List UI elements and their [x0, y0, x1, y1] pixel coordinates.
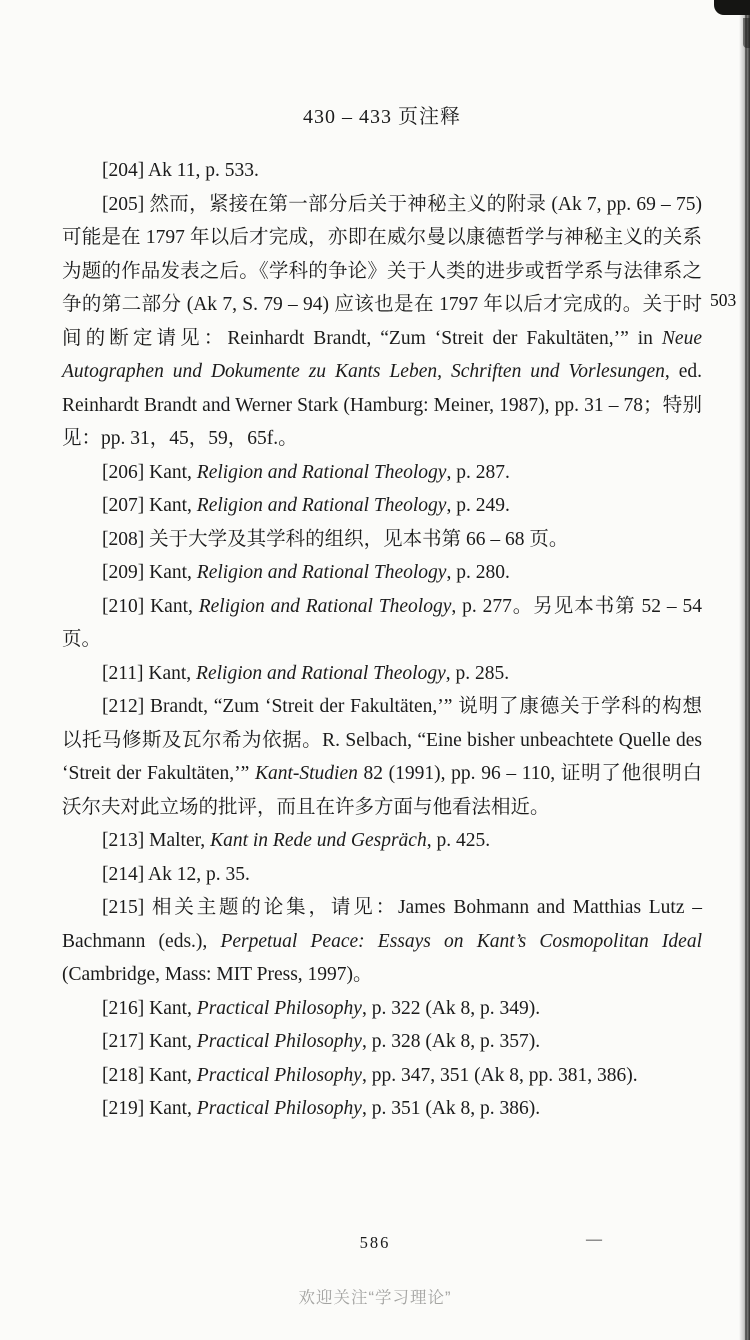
note-207: [207] Kant, Religion and Rational Theology, p. 249. — [102, 495, 510, 516]
note-204: [204] Ak 11, p. 533. — [102, 160, 259, 181]
footer-dash: — — [586, 1231, 602, 1248]
note-211: [211] Kant, Religion and Rational Theology, p. 285. — [102, 662, 510, 684]
notes-list — [62, 154, 702, 1126]
note-218: [218] Kant, Practical Philosophy, pp. 347, 351 (Ak 8, pp. 381, 386). — [102, 1064, 638, 1086]
note-212: [212] Brandt, “Zum ‘Streit der Fakultäten,’” 说明了康德关于学科的构想以托马修斯及瓦尔希为依据。R. Selbach, “Eine bisher unbeachtete Quelle des ‘Streit der Fakultäten,’” Kant-Studien 82 (1991), pp. 96 – 110, 证明了他很明白沃尔夫对此立场的批评，而且在许多方面与他看法相近。 — [62, 696, 702, 818]
scan-corner-mark — [714, 0, 750, 15]
note-209: [209] Kant, Religion and Rational Theology, p. 280. — [102, 562, 510, 583]
page-title: 430 – 433 页注释 — [303, 106, 461, 128]
note-216: [216] Kant, Practical Philosophy, p. 322 (Ak 8, p. 349). — [102, 997, 541, 1019]
note-210: [210] Kant, Religion and Rational Theology, p. 277。另见本书第 52 – 54 页。 — [62, 595, 702, 650]
scan-edge-line — [745, 0, 747, 1340]
footer-page-number: 586 — [359, 1233, 391, 1252]
watermark-text: 欢迎关注“学习理论” — [298, 1289, 452, 1307]
note-215: [215] 相关主题的论集，请见：James Bohmann and Matthias Lutz – Bachmann (eds.), Perpetual Peace: Essays on Kant’s Cosmopolitan Ideal (Cambridge, Mass: MIT Press, 1997)。 — [62, 897, 703, 985]
page-content — [62, 103, 702, 1126]
note-219: [219] Kant, Practical Philosophy, p. 351 (Ak 8, p. 386). — [102, 1098, 541, 1119]
note-214: [214] Ak 12, p. 35. — [102, 863, 250, 885]
scan-corner-mark-secondary — [743, 18, 750, 48]
margin-page-number: 503 — [710, 290, 737, 310]
note-205: [205] 然而，紧接在第一部分后关于神秘主义的附录 (Ak 7, pp. 69 – 75) 可能是在 1797 年以后才完成，亦即在威尔曼以康德哲学与神秘主义的关系为题的作品发表之后。《学科的争论》关于人类的进步或哲学系与法律系之争的第二部分 (Ak 7, S. 79 – 94) 应该也是在 1797 年以后才完成的。关于时间的断定请见：Reinhardt Brandt, “Zum ‘Streit der Fakultäten,’” in Neue Autographen und Dokumente zu Kants Leben, Schriften und Vorlesungen, ed. Reinhardt Brandt and Werner Stark (Hamburg: Meiner, 1987), pp. 31 – 78；特别见：pp. 31，45，59，65f.。 — [62, 193, 703, 449]
note-208: [208] 关于大学及其学科的组织，见本书第 66 – 68 页。 — [102, 528, 569, 550]
note-217: [217] Kant, Practical Philosophy, p. 328 (Ak 8, p. 357). — [102, 1031, 541, 1052]
note-206: [206] Kant, Religion and Rational Theology, p. 287. — [102, 461, 510, 483]
note-213: [213] Malter, Kant in Rede und Gespräch, p. 425. — [102, 830, 491, 851]
